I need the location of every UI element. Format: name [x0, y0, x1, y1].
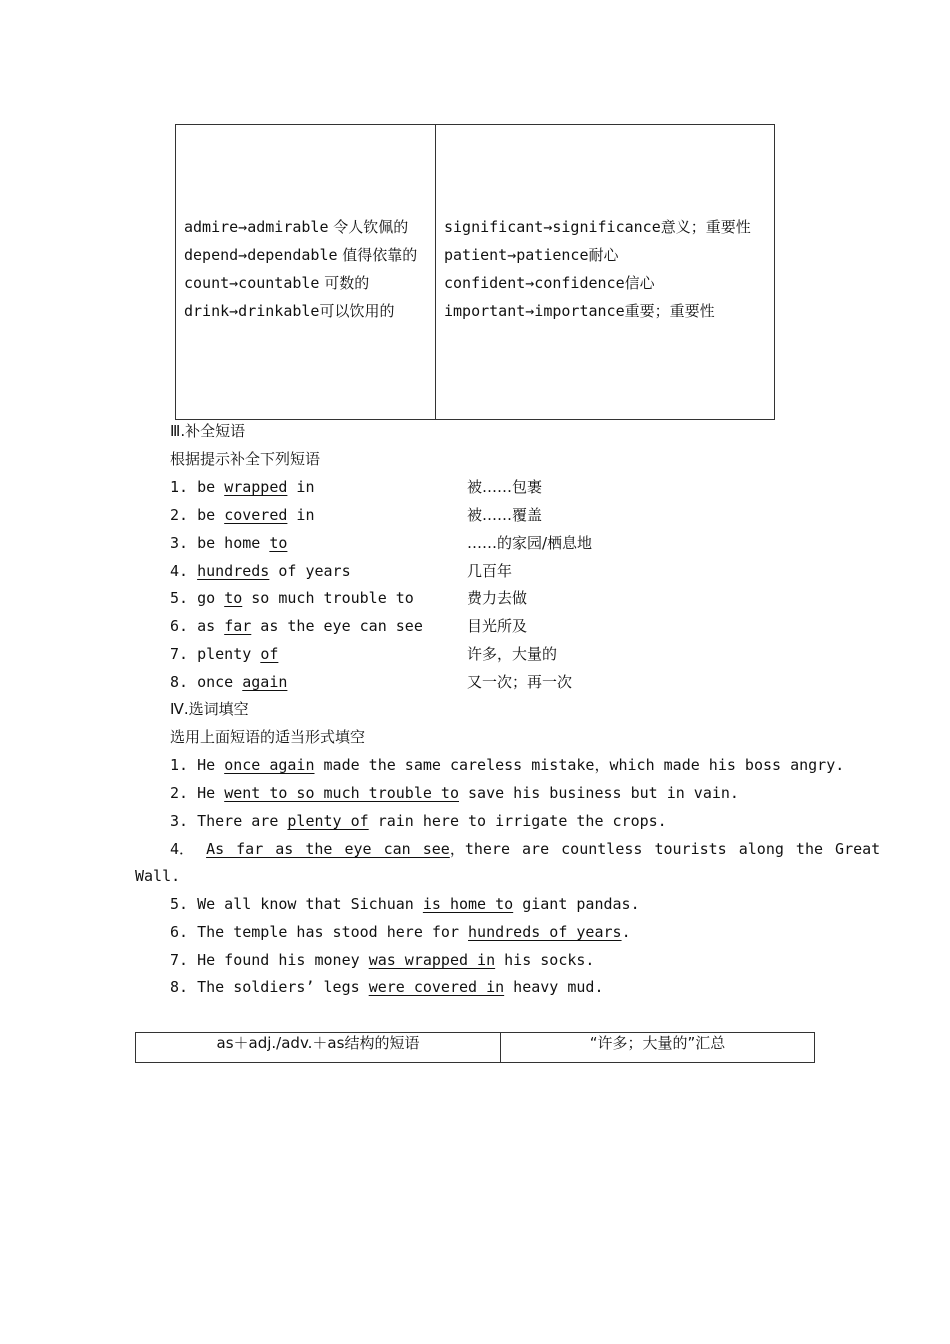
answer-blank: is home to	[422, 895, 514, 913]
answer-blank: covered	[224, 506, 288, 524]
answer-blank: to	[224, 589, 243, 607]
exercise-item: 6. The temple has stood here for hundreds of years.	[170, 923, 631, 941]
word-entry: drink→drinkable可以饮用的	[184, 302, 395, 320]
word-entry: important→importance重要；重要性	[444, 302, 715, 320]
answer-blank: were covered in	[368, 978, 505, 996]
answer-blank: of	[260, 645, 279, 663]
exercise-item: 8. The soldiers’ legs were covered in heavy mud.	[170, 978, 604, 996]
phrase-item: 5. go to so much trouble to	[170, 589, 414, 607]
section-3-instruction: 根据提示补全下列短语	[170, 450, 321, 468]
answer-blank: hundreds	[197, 562, 270, 580]
word-column-right	[444, 213, 751, 325]
phrase-item: 3. be home to	[170, 534, 288, 552]
word-entry: count→countable 可数的	[184, 274, 370, 292]
answer-blank: As far as the eye can see	[206, 840, 450, 858]
phrase-item: 1. be wrapped in	[170, 478, 315, 496]
exercise-item-continuation: Wall.	[135, 867, 181, 885]
exercise-item: 2. He went to so much trouble to save his business but in vain.	[170, 784, 739, 802]
section-4-instruction: 选用上面短语的适当形式填空	[170, 728, 366, 746]
answer-blank: hundreds of years	[468, 923, 622, 941]
word-entry: significant→significance意义；重要性	[444, 218, 751, 236]
answer-blank: went to so much trouble to	[224, 784, 459, 802]
word-entry: admire→admirable 令人钦佩的	[184, 218, 409, 236]
phrase-meaning: ……的家园/栖息地	[467, 534, 593, 552]
phrase-meaning: 又一次；再一次	[467, 673, 573, 691]
phrase-meaning: 几百年	[467, 562, 513, 580]
phrase-item: 7. plenty of	[170, 645, 279, 663]
exercise-item: 7. He found his money was wrapped in his socks.	[170, 951, 595, 969]
word-formation-table	[175, 124, 775, 420]
phrase-item: 8. once again	[170, 673, 288, 691]
answer-blank: once again	[224, 756, 315, 774]
exercise-item: 5. We all know that Sichuan is home to giant pandas.	[170, 895, 640, 913]
section-3-heading: Ⅲ.补全短语	[170, 422, 246, 440]
word-entry: depend→dependable 值得依靠的	[184, 246, 418, 264]
exercise-item: 4． As far as the eye can see，there are countless tourists along the Great	[170, 840, 881, 858]
phrase-item: 2. be covered in	[170, 506, 315, 524]
word-entry: confident→confidence信心	[444, 274, 655, 292]
summary-cell-left: as＋adj./adv.＋as结构的短语	[216, 1034, 420, 1052]
table-divider	[435, 125, 436, 419]
phrase-meaning: 许多，大量的	[467, 645, 558, 663]
phrase-meaning: 目光所及	[467, 617, 528, 635]
answer-blank: wrapped	[224, 478, 288, 496]
answer-blank: was wrapped in	[368, 951, 496, 969]
answer-blank: to	[269, 534, 288, 552]
word-entry: patient→patience耐心	[444, 246, 619, 264]
phrase-meaning: 费力去做	[467, 589, 528, 607]
phrase-meaning: 被……覆盖	[467, 506, 543, 524]
phrase-item: 6. as far as the eye can see	[170, 617, 423, 635]
phrase-item: 4. hundreds of years	[170, 562, 351, 580]
phrase-meaning: 被……包裹	[467, 478, 543, 496]
section-4-heading: Ⅳ.选词填空	[170, 700, 249, 718]
summary-cell-right: “许多；大量的”汇总	[589, 1034, 726, 1052]
answer-blank: far	[224, 617, 252, 635]
answer-blank: again	[242, 673, 288, 691]
exercise-item: 1. He once again made the same careless mistake，which made his boss angry.	[170, 756, 845, 774]
exercise-item: 3. There are plenty of rain here to irrigate the crops.	[170, 812, 667, 830]
summary-table	[135, 1032, 815, 1063]
word-column-left	[184, 213, 417, 325]
answer-blank: plenty of	[287, 812, 369, 830]
